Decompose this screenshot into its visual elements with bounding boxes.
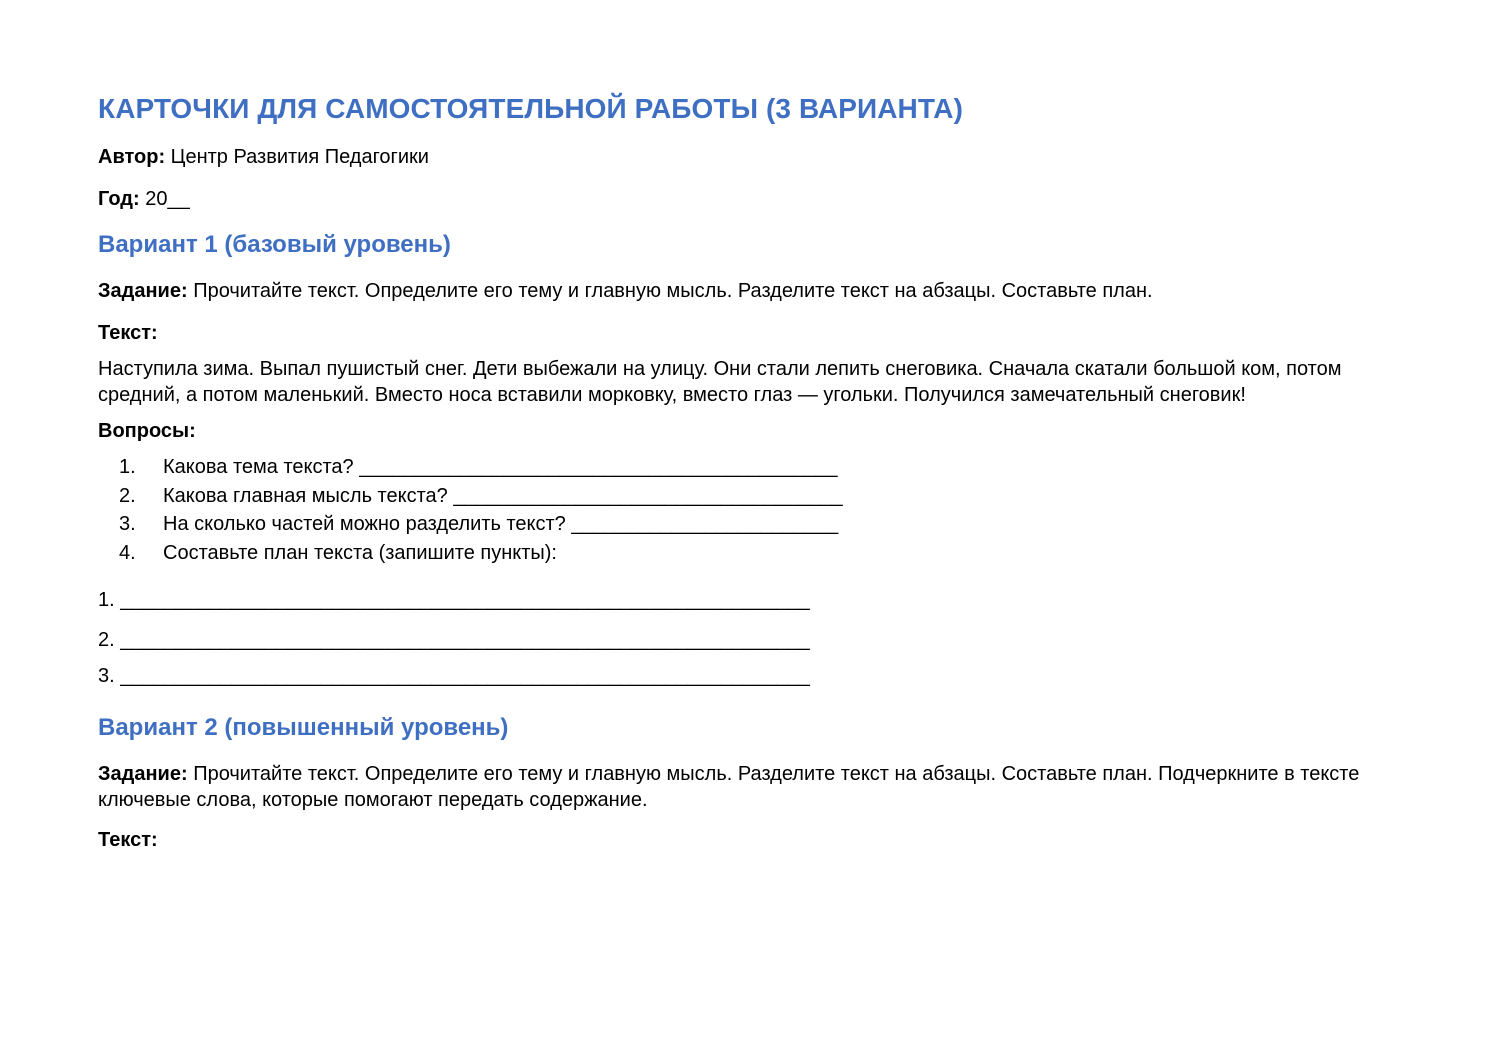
variant1-heading: Вариант 1 (базовый уровень) — [98, 231, 451, 258]
variant1-text-body: Наступила зима. Выпал пушистый снег. Дети выбежали на улицу. Они стали лепить снеговика. Сначала скатали большой ком, потом средний, а потом маленький. Вместо носа вставили морковку, вместо глаз — угольки. Получился замечательный снеговик! — [98, 358, 1342, 406]
plan-line-2: 2. ______________________________________________________________ — [98, 628, 810, 651]
question-item — [98, 511, 1420, 540]
variant2-text-label — [98, 827, 1420, 853]
plan-line-3: 3. ______________________________________________________________ — [98, 664, 810, 687]
question-number: 3. — [119, 513, 136, 536]
author-value: Центр Развития Педагогики — [165, 146, 429, 168]
variant2-task-text: Прочитайте текст. Определите его тему и главную мысль. Разделите текст на абзацы. Составьте план. Подчеркните в тексте ключевые слова, которые помогают передать содержание. — [98, 762, 1360, 811]
variant1-questions-list — [98, 454, 1420, 569]
question-text: Какова главная мысль текста? ___________________________________ — [163, 484, 843, 507]
question-text: На сколько частей можно разделить текст? ________________________ — [163, 513, 839, 536]
year-value: 20__ — [139, 188, 190, 210]
year-label: Год: — [98, 188, 140, 210]
document-title: КАРТОЧКИ ДЛЯ САМОСТОЯТЕЛЬНОЙ РАБОТЫ (3 ВАРИАНТА) — [98, 93, 964, 124]
question-number: 4. — [119, 542, 136, 565]
variant1-text-label — [98, 320, 1420, 346]
variant2-text-label-strong: Текст: — [98, 828, 158, 851]
variant1-task-label: Задание: — [98, 280, 188, 302]
question-text: Какова тема текста? ___________________________________________ — [163, 456, 838, 478]
variant2-heading: Вариант 2 (повышенный уровень) — [98, 713, 509, 741]
variant2-task — [98, 761, 1420, 813]
variant1-task — [98, 278, 1420, 304]
plan-line-1: 1. ______________________________________________________________ — [98, 588, 810, 611]
variant1-text-label-strong: Текст: — [98, 322, 158, 344]
question-number: 2. — [119, 484, 136, 507]
question-item — [98, 483, 1420, 512]
variant1-questions-label — [98, 418, 1420, 444]
variant2-task-label: Задание: — [98, 762, 188, 785]
question-number: 1. — [119, 456, 136, 478]
question-item — [98, 540, 1420, 569]
author-line — [98, 144, 1420, 170]
variant1-task-text: Прочитайте текст. Определите его тему и главную мысль. Разделите текст на абзацы. Составьте план. — [187, 280, 1153, 302]
year-line — [98, 186, 1420, 212]
question-item — [98, 454, 1420, 483]
author-label: Автор: — [98, 146, 166, 168]
variant1-questions-label-strong: Вопросы: — [98, 420, 196, 442]
question-text: Составьте план текста (запишите пункты): — [163, 542, 557, 565]
